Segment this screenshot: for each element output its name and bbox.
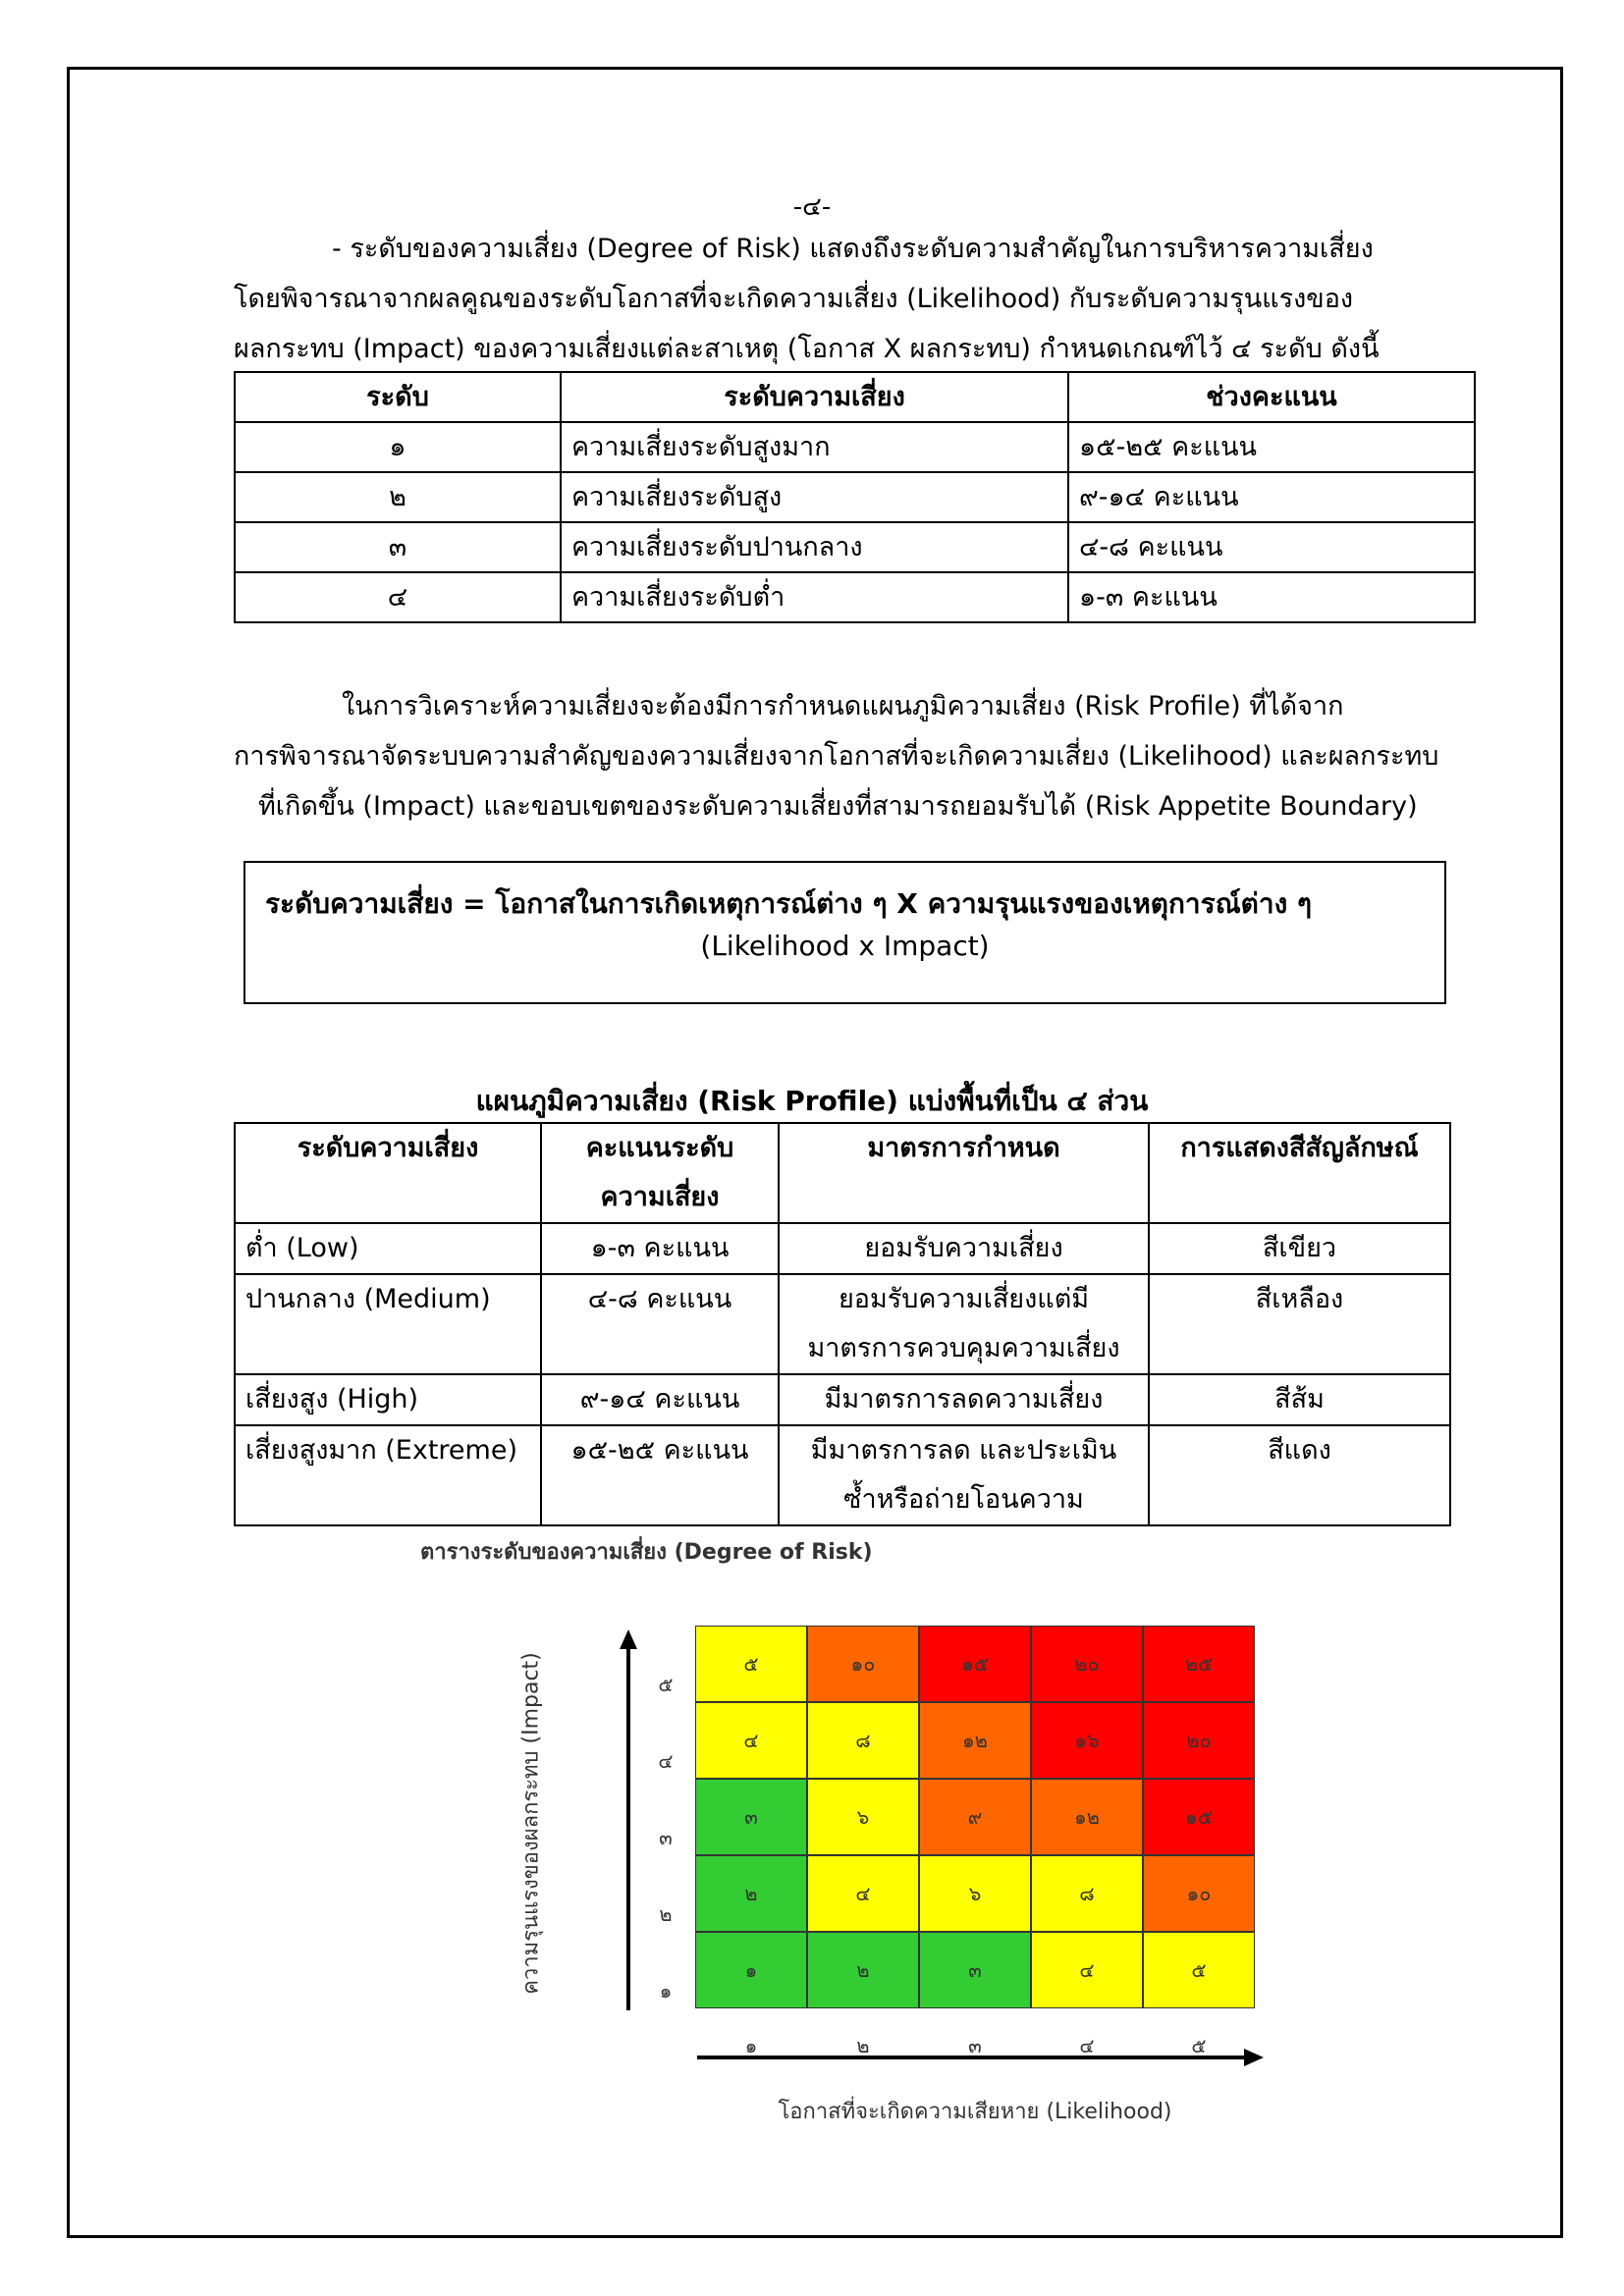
table-cell: เสี่ยงสูง (High) <box>235 1374 541 1425</box>
table-cell: ความเสี่ยงระดับปานกลาง <box>561 522 1068 572</box>
table-cell: สีแดง <box>1149 1425 1450 1525</box>
matrix-cell: ๑๕ <box>919 1626 1031 1702</box>
table-cell: ๙-๑๔ คะแนน <box>1068 472 1475 522</box>
table-cell: สีเขียว <box>1149 1223 1450 1274</box>
matrix-cell: ๑ <box>695 1932 807 2008</box>
matrix-cell: ๕ <box>1143 1932 1255 2008</box>
table-cell: ๑๕-๒๕ คะแนน <box>1068 422 1475 472</box>
table-header: ระดับความเสี่ยง <box>561 372 1068 422</box>
table-cell: มีมาตรการลด และประเมิน ซ้ำหรือถ่ายโอนความ <box>779 1425 1149 1525</box>
matrix-cell: ๑๒ <box>919 1702 1031 1779</box>
table-cell: ๔-๘ คะแนน <box>1068 522 1475 572</box>
matrix-cell: ๖ <box>919 1855 1031 1932</box>
matrix-cell: ๘ <box>1031 1855 1143 1932</box>
table-cell: ๑๕-๒๕ คะแนน <box>541 1425 779 1525</box>
analysis-line: การพิจารณาจัดระบบความสำคัญของความเสี่ยงจากโอกาสที่จะเกิดความเสี่ยง (Likelihood) และผลกระทบ <box>234 741 1439 772</box>
table-cell: สีส้ม <box>1149 1374 1450 1425</box>
x-tick-label: ๔ <box>1079 2034 1095 2057</box>
table-cell: ๔-๘ คะแนน <box>541 1274 779 1374</box>
matrix-cell: ๖ <box>807 1779 919 1855</box>
matrix-cell: ๔ <box>1031 1932 1143 2008</box>
table-cell: ๑-๓ คะแนน <box>541 1223 779 1274</box>
table-header: ช่วงคะแนน <box>1068 372 1475 422</box>
matrix-cell: ๑๐ <box>807 1626 919 1702</box>
table-header: มาตรการกำหนด <box>779 1123 1149 1223</box>
table-header: ระดับความเสี่ยง <box>235 1123 541 1223</box>
table-cell: ความเสี่ยงระดับสูง <box>561 472 1068 522</box>
matrix-cell: ๒๐ <box>1143 1702 1255 1779</box>
x-axis-title: โอกาสที่จะเกิดความเสียหาย (Likelihood) <box>778 2100 1172 2124</box>
table-cell: ความเสี่ยงระดับสูงมาก <box>561 422 1068 472</box>
x-tick-label: ๒ <box>856 2034 870 2057</box>
y-axis-arrowhead <box>620 1629 637 1649</box>
table-cell: ความเสี่ยงระดับต่ำ <box>561 572 1068 622</box>
table-cell: มีมาตรการลดความเสี่ยง <box>779 1374 1149 1425</box>
table-cell: เสี่ยงสูงมาก (Extreme) <box>235 1425 541 1525</box>
formula-line: ระดับความเสี่ยง = โอกาสในการเกิดเหตุการณ์ต่าง ๆ X ความรุนแรงของเหตุการณ์ต่าง ๆ <box>265 887 1313 920</box>
table-header: คะแนนระดับ ความเสี่ยง <box>541 1123 779 1223</box>
table-cell: ปานกลาง (Medium) <box>235 1274 541 1374</box>
intro-line: โดยพิจารณาจากผลคูณของระดับโอกาสที่จะเกิดความเสี่ยง (Likelihood) กับระดับความรุนแรงของ <box>234 284 1354 314</box>
matrix-cell: ๒ <box>807 1932 919 2008</box>
matrix-cell: ๒๐ <box>1031 1626 1143 1702</box>
table-cell: ๙-๑๔ คะแนน <box>541 1374 779 1425</box>
matrix-cell: ๑๖ <box>1031 1702 1143 1779</box>
y-tick-label: ๓ <box>659 1826 673 1849</box>
table-cell: ยอมรับความเสี่ยง <box>779 1223 1149 1274</box>
formula-line: (Likelihood x Impact) <box>700 930 990 962</box>
table-cell: สีเหลือง <box>1149 1274 1450 1374</box>
y-tick-label: ๒ <box>659 1902 673 1926</box>
matrix-cell: ๑๕ <box>1143 1779 1255 1855</box>
table-cell: ๔ <box>235 572 561 622</box>
table-cell: ๑-๓ คะแนน <box>1068 572 1475 622</box>
x-tick-label: ๑ <box>744 2034 758 2057</box>
table-header: ระดับ <box>235 372 561 422</box>
x-tick-label: ๓ <box>968 2034 982 2057</box>
matrix-cell: ๑๒ <box>1031 1779 1143 1855</box>
analysis-line: ที่เกิดขึ้น (Impact) และขอบเขตของระดับความเสี่ยงที่สามารถยอมรับได้ (Risk Appetite Boundary) <box>258 791 1418 822</box>
matrix-cell: ๕ <box>695 1626 807 1702</box>
table-header: การแสดงสีสัญลักษณ์ <box>1149 1123 1450 1223</box>
matrix-cell: ๒๕ <box>1143 1626 1255 1702</box>
matrix-cell: ๑๐ <box>1143 1855 1255 1932</box>
y-tick-label: ๕ <box>658 1673 674 1696</box>
table-cell: ๑ <box>235 422 561 472</box>
table-cell: ๒ <box>235 472 561 522</box>
matrix-cell: ๔ <box>807 1855 919 1932</box>
matrix-cell: ๔ <box>695 1702 807 1779</box>
table-cell: ๓ <box>235 522 561 572</box>
intro-line: ผลกระทบ (Impact) ของความเสี่ยงแต่ละสาเหตุ (โอกาส X ผลกระทบ) กำหนดเกณฑ์ไว้ ๔ ระดับ ดังนี้ <box>234 334 1380 364</box>
matrix-cell: ๓ <box>919 1932 1031 2008</box>
table-cell: ต่ำ (Low) <box>235 1223 541 1274</box>
x-tick-label: ๕ <box>1191 2034 1207 2057</box>
y-tick-label: ๑ <box>659 1979 673 2002</box>
page-number: -๔- <box>792 192 832 222</box>
risk-matrix-grid <box>695 1626 1255 2008</box>
matrix-cell: ๘ <box>807 1702 919 1779</box>
matrix-cell: ๒ <box>695 1855 807 1932</box>
matrix-cell: ๓ <box>695 1779 807 1855</box>
intro-line: - ระดับของความเสี่ยง (Degree of Risk) แสดงถึงระดับความสำคัญในการบริหารความเสี่ยง <box>332 234 1374 264</box>
matrix-cell: ๙ <box>919 1779 1031 1855</box>
analysis-line: ในการวิเคราะห์ความเสี่ยงจะต้องมีการกำหนดแผนภูมิความเสี่ยง (Risk Profile) ที่ได้จาก <box>342 691 1344 721</box>
table-cell: ยอมรับความเสี่ยงแต่มี มาตรการควบคุมความเสี่ยง <box>779 1274 1149 1374</box>
y-tick-label: ๔ <box>658 1749 674 1773</box>
matrix-title: ตารางระดับของความเสี่ยง (Degree of Risk) <box>420 1540 873 1565</box>
profile-table-title: แผนภูมิความเสี่ยง (Risk Profile) แบ่งพื้นที่เป็น ๔ ส่วน <box>475 1085 1149 1117</box>
y-axis-title: ความรุนแรงของผลกระทบ (Impact) <box>518 1652 544 1995</box>
